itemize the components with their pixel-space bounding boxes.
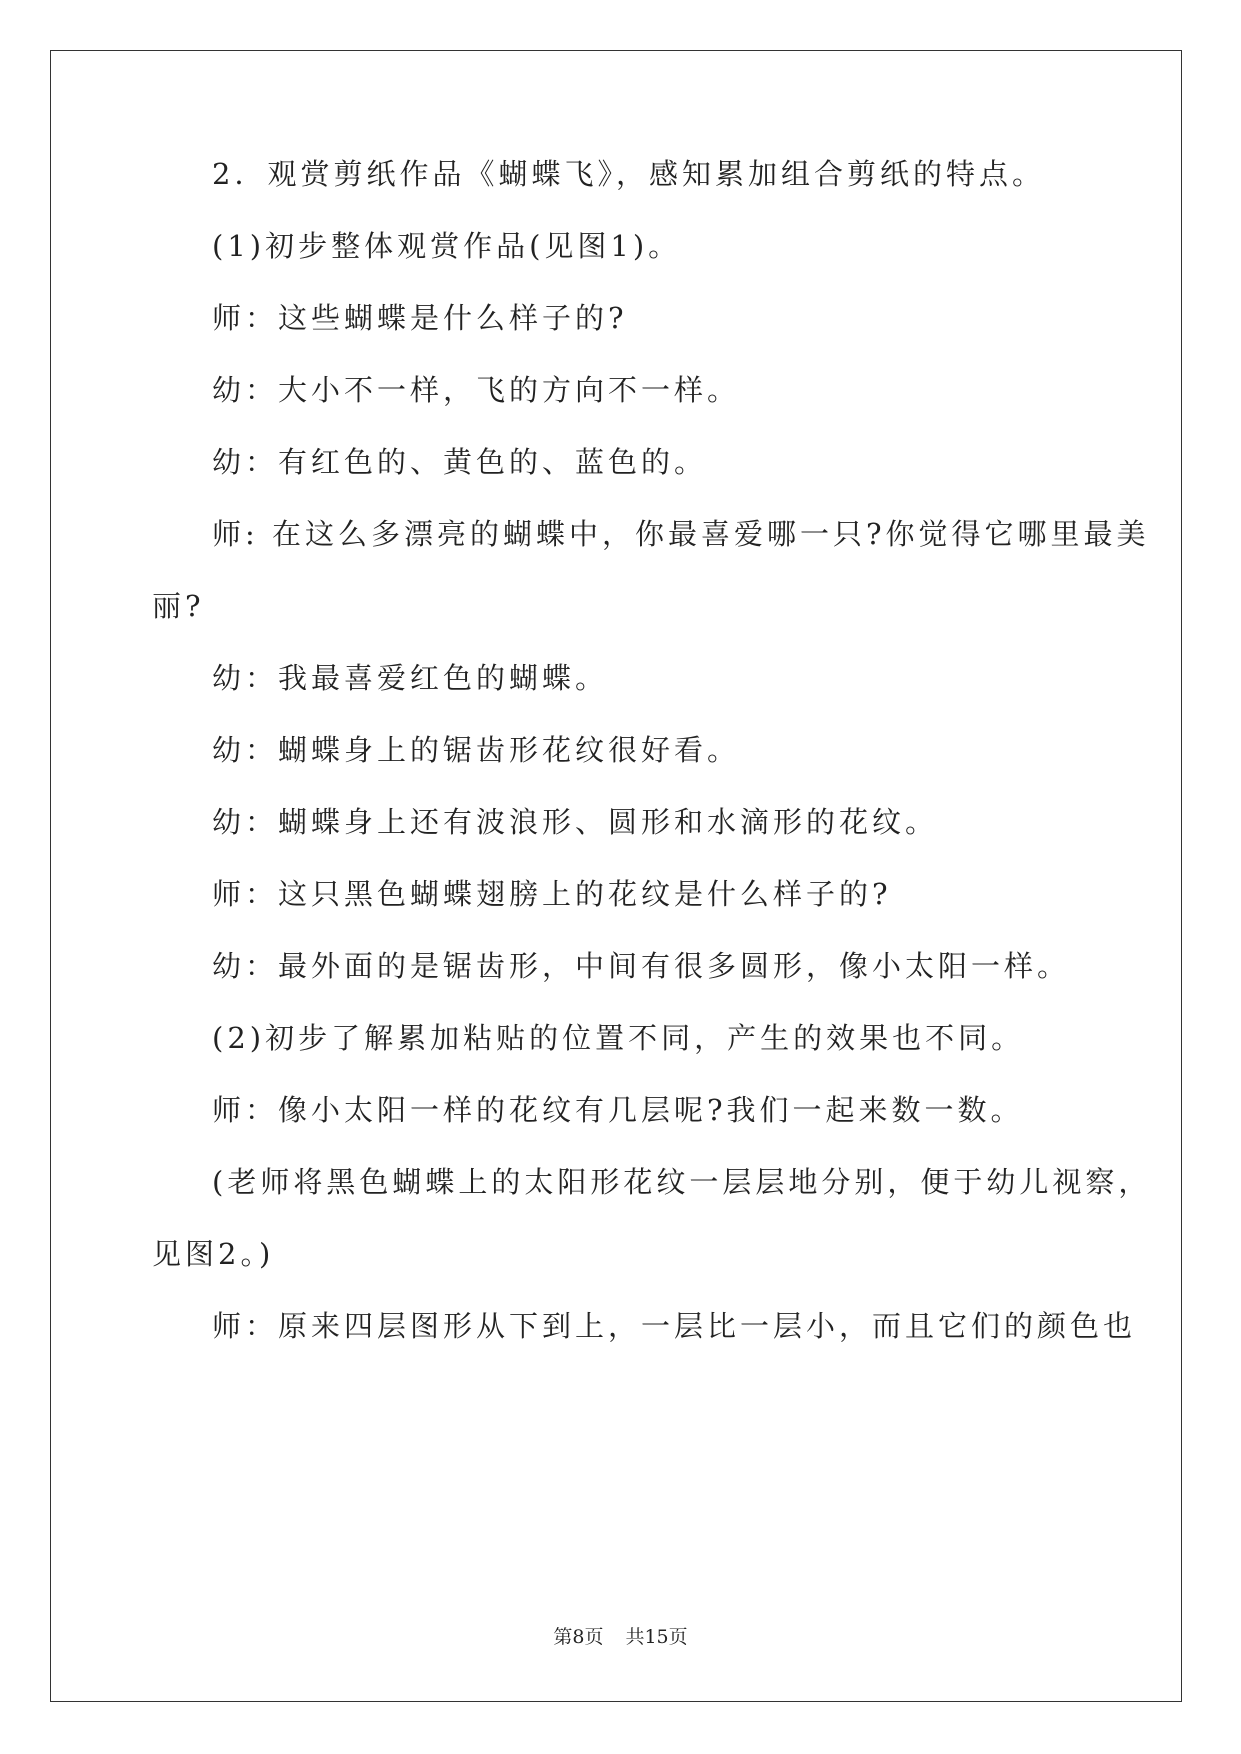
paragraph-line: (2)初步了解累加粘贴的位置不同，产生的效果也不同。 (212, 1021, 1025, 1055)
paragraph-line: (老师将黑色蝴蝶上的太阳形花纹一层层地分别，便于幼儿视察， (212, 1165, 1152, 1199)
paragraph-line: (1)初步整体观赏作品(见图1)。 (212, 229, 682, 263)
paragraph-line: 幼：大小不一样，飞的方向不一样。 (212, 373, 741, 407)
paragraph-line: 师：这只黑色蝴蝶翅膀上的花纹是什么样子的? (212, 877, 892, 911)
paragraph-line: 师：像小太阳一样的花纹有几层呢?我们一起来数一数。 (212, 1093, 1024, 1127)
page-footer (0, 1622, 1241, 1652)
paragraph-line: 幼：有红色的、黄色的、蓝色的。 (212, 445, 708, 479)
paragraph-line: 丽? (152, 589, 205, 623)
paragraph-line: 师：原来四层图形从下到上，一层比一层小，而且它们的颜色也 (212, 1309, 1137, 1343)
paragraph-line: 幼：蝴蝶身上还有波浪形、圆形和水滴形的花纹。 (212, 805, 939, 839)
paragraph-line: 见图2。) (152, 1237, 275, 1271)
page-total: 共15页 (625, 1626, 688, 1648)
page-number: 第8页 (553, 1626, 604, 1648)
paragraph-line: 师：这些蝴蝶是什么样子的? (212, 301, 628, 335)
paragraph-line: 幼：蝴蝶身上的锯齿形花纹很好看。 (212, 733, 741, 767)
paragraph-line: 幼：我最喜爱红色的蝴蝶。 (212, 661, 609, 695)
paragraph-line: 师: 在这么多漂亮的蝴蝶中，你最喜爱哪一只?你觉得它哪里最美 (212, 517, 1150, 551)
paragraph-line: 幼：最外面的是锯齿形，中间有很多圆形，像小太阳一样。 (212, 949, 1071, 983)
paragraph-line: 2．观赏剪纸作品《蝴蝶飞》，感知累加组合剪纸的特点。 (212, 157, 1045, 191)
